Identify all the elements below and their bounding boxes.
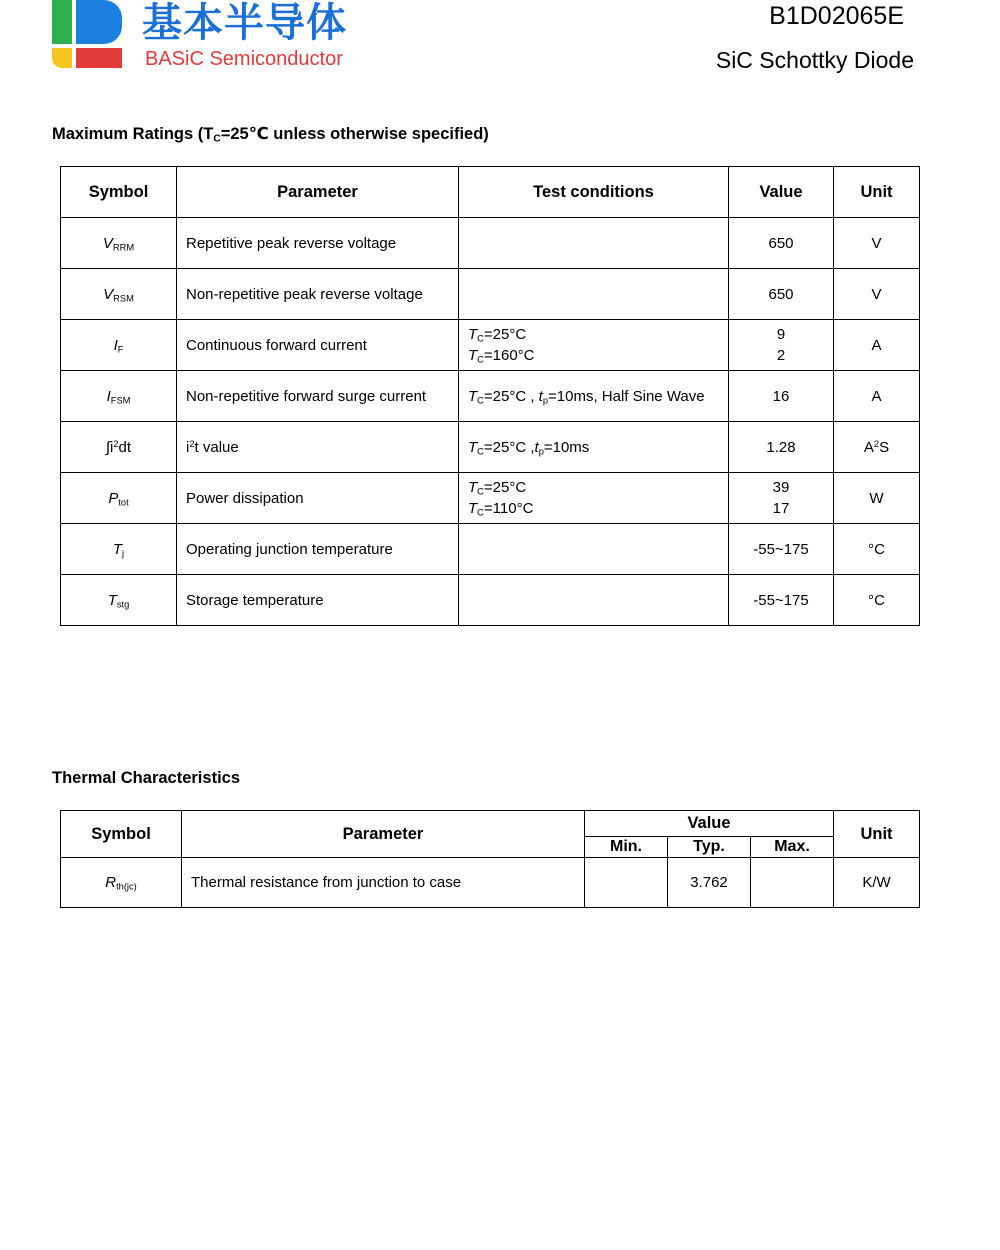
symbol-cell: $V_{RRM}$ [61,218,177,269]
test-conditions-cell: $T_C=25^\circ C$ , $t_p=10ms$, Half Sine Wave [459,371,729,422]
max-ratings-table [60,166,920,626]
value-cell: 650 [729,218,834,269]
test-conditions-cell: $T_C=25^\circ C$ $,t_p=10ms$ [459,422,729,473]
test-conditions-cell [459,473,729,524]
test-condition-line: $T_C=25^\circ C$ [468,326,527,344]
logo-blue-block [76,0,122,44]
unit-cell: °C [834,524,920,575]
parameter-cell: Continuous forward current [177,320,459,371]
header-typ: Typ. [668,837,751,858]
company-name-en: BASiC Semiconductor [145,48,343,70]
parameter-cell: Operating junction temperature [177,524,459,575]
table-row [61,371,920,422]
symbol-cell: $P_{tot}$ [61,473,177,524]
table-row [61,269,920,320]
test-condition-line: $T_C=25^\circ C$ [468,479,527,497]
header-test-conditions: Test conditions [459,167,729,218]
symbol-cell: $T_{stg}$ [61,575,177,626]
logo-red-block [76,48,122,68]
typ-cell: 3.762 [668,858,751,908]
test-condition-line: $T_C=110^\circ C$ [468,500,534,518]
test-condition-line: $T_C=160^\circ C$ [468,347,535,365]
value-cell: 39 17 [729,473,834,524]
part-description: SiC Schottky Diode [715,47,914,73]
table-row [61,218,920,269]
unit-cell: W [834,473,920,524]
table-row [61,575,920,626]
table-row [61,858,920,908]
logo-yellow-block [52,48,72,68]
symbol-cell: $V_{RSM}$ [61,269,177,320]
parameter-cell: Non-repetitive peak reverse voltage [177,269,459,320]
logo-green-block [52,0,72,44]
max-ratings-title: Maximum Ratings ($T_C=25℃$ unless otherwise specified) [52,125,489,145]
value-cell: -55~175 [729,524,834,575]
header-value: Value [585,811,834,837]
parameter-cell: Power dissipation [177,473,459,524]
parameter-cell: Repetitive peak reverse voltage [177,218,459,269]
value-cell: -55~175 [729,575,834,626]
header-symbol: Symbol [61,167,177,218]
symbol-cell: $I_{FSM}$ [61,371,177,422]
table-row [61,473,920,524]
parameter-cell: Thermal resistance from junction to case [182,858,585,908]
header-unit: Unit [834,811,920,858]
table-header-row [61,167,920,218]
max-cell [751,858,834,908]
table-row [61,524,920,575]
unit-cell: A [834,320,920,371]
parameter-cell: Non-repetitive forward surge current [177,371,459,422]
test-conditions-cell [459,575,729,626]
company-logo-mark [52,0,122,70]
thermal-title: Thermal Characteristics [52,769,241,787]
unit-cell: A [834,371,920,422]
symbol-cell: $R_{th(jc)}$ [61,858,182,908]
company-name-cn: 基本半导体 [142,1,347,45]
header-max: Max. [751,837,834,858]
thermal-table [60,810,920,908]
header-value: Value [729,167,834,218]
value-cell: 16 [729,371,834,422]
header-parameter: Parameter [177,167,459,218]
test-conditions-cell [459,320,729,371]
test-conditions-cell [459,524,729,575]
unit-cell: °C [834,575,920,626]
header-parameter: Parameter [182,811,585,858]
table-row [61,422,920,473]
test-conditions-cell [459,269,729,320]
symbol-cell: $I_F$ [61,320,177,371]
table-row [61,320,920,371]
unit-cell: $A^2S$ [834,422,920,473]
test-conditions-cell [459,218,729,269]
value-cell: 9 2 [729,320,834,371]
header-symbol: Symbol [61,811,182,858]
parameter-cell: Storage temperature [177,575,459,626]
part-number: B1D02065E [769,2,904,30]
unit-cell: K/W [834,858,920,908]
symbol-cell: $T_j$ [61,524,177,575]
symbol-cell: $\int i^2dt$ [61,422,177,473]
header-unit: Unit [834,167,920,218]
table-header-row [61,811,920,837]
value-cell: 650 [729,269,834,320]
min-cell [585,858,668,908]
unit-cell: V [834,218,920,269]
unit-cell: V [834,269,920,320]
parameter-cell: $i^2t$ value [177,422,459,473]
value-cell: 1.28 [729,422,834,473]
header-min: Min. [585,837,668,858]
